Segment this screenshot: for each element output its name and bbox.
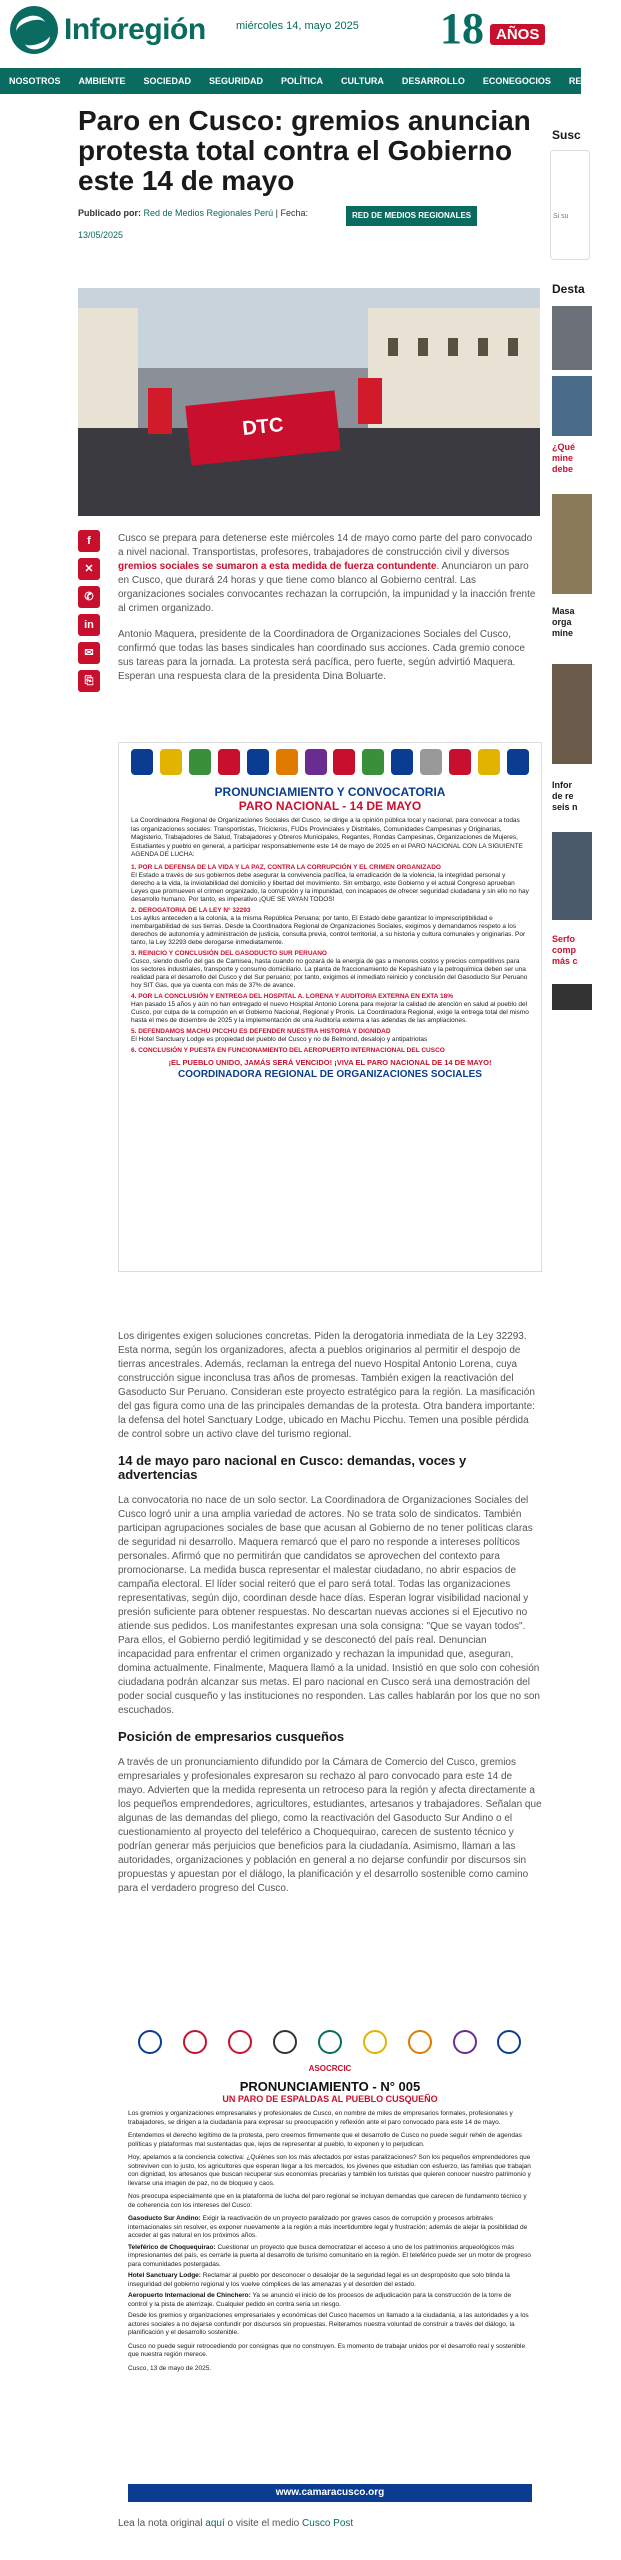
poster-logos <box>128 2030 532 2060</box>
poster-paragraph: Cusco no puede seguir retrocediendo por consignas que no construyen. Es momento de trabajar unidos por el desarrollo real y sostenible que nuestra región merece. <box>128 2342 526 2358</box>
photo-banner: DTC <box>185 390 340 465</box>
body-paragraph: Los dirigentes exigen soluciones concretas. Piden la derogatoria inmediata de la Ley 32293. Esta norma, según los organizadores, afecta a pueblos originarios al permitir el despojo de tierras ancestrales. Además, reclaman la entrega del nuevo Hospital Antonio Lorena, cuya construcción sigue inconclusa tras años de promesas. También exigen la reactivación del Gasoducto Sur Peruano. Consideran este proyecto estratégico para la región. La masificación del gas figura como una de las principales demandas de la protesta. Otra bandera importante: la defensa del hotel Sanctuary Lodge, ubicado en Machu Picchu. Temen una posible pérdida de control sobre un activo clave del turismo regional. <box>118 1331 535 1440</box>
poster-paragraph: Entendemos el derecho legítimo de la protesta, pero creemos firmemente que el desarrollo de Cusco no puede seguir rehén de agendas políticas y plataformas mal sustentadas que, lejos de representar al pueblo, lo exponen y lo perjudican. <box>128 2132 522 2148</box>
poster-point: 3. REINICIO Y CONCLUSIÓN DEL GASODUCTO SUR PERUANO Cusco, siendo dueño del gas de Camisea, hasta cuando no gozará de la energía de gas a menores costos y precios competitivos para los sectores industriales, transporte y consumo domiciliario. La planta de fraccionamiento de Kepashiato y la petroquímica deben ser una realidad para el desarrollo del Cusco y del Sur peruano; por tanto, exigimos el inmediato reinicio y conclusión del Gasoducto Sur Peruano hoy SIT Gas, que ya cuenta con más de 37% de avance. <box>131 949 528 989</box>
photo-window <box>508 338 518 356</box>
pronouncement-poster <box>118 2026 542 2506</box>
org-logo <box>507 749 529 775</box>
nav-item-reporta[interactable]: REPORTA <box>568 76 613 86</box>
featured-title: Desta <box>552 282 585 296</box>
featured-item-title[interactable]: ¿Qué <box>552 442 576 452</box>
featured-item-title[interactable]: Infor <box>552 780 572 790</box>
org-logo <box>362 749 384 775</box>
nav-item-cultura[interactable]: CULTURA <box>341 76 384 86</box>
poster-item: Hotel Sanctuary Lodge: Reclamar al pueblo por desconocer o desalojar de la seguridad legal es un despropósito que solo blinda la inseguridad del gobierno regional y los vuelve cómplices de las amenazas y el desorden del estado. <box>128 2272 510 2288</box>
featured-thumb[interactable] <box>552 664 592 764</box>
published-by-label: Publicado por: <box>78 208 141 218</box>
anniversary-number: 18 <box>440 4 484 53</box>
poster-signature: COORDINADORA REGIONAL DE ORGANIZACIONES SOCIALES <box>178 1068 482 1080</box>
featured-thumb[interactable] <box>552 832 592 920</box>
article-photo <box>78 288 540 516</box>
org-logo <box>318 2030 342 2054</box>
main-nav <box>0 68 613 94</box>
featured-item-title[interactable]: seis n <box>552 802 578 812</box>
featured-item-title[interactable]: mine <box>552 453 574 463</box>
article-title: Paro en Cusco: gremios anuncian protesta total contra el Gobierno este 14 de mayo <box>78 105 531 196</box>
article-date: 13/05/2025 <box>78 230 124 240</box>
org-logo <box>305 749 327 775</box>
lead-paragraph-2: Antonio Maquera, presidente de la Coordinadora de Organizaciones Sociales del Cusco, confirmó que todas las bases sindicales han coordinado sus acciones. Cada gremio conoce sus tareas para la jornada. La protesta será pacífica, pero fuerte, según advirtió Maquera. Esperan una respuesta clara de la presidenta Dina Boluarte. <box>118 629 525 682</box>
body-paragraph: La convocatoria no nace de un solo sector. La Coordinadora de Organizaciones Sociales del Cusco logró unir a una amplia variedad de actores. No se trata solo de sindicatos. También participan agrupaciones sociales de base que acusan al Gobierno de no tener políticas claras de seguridad ni desarrollo. Maquera remarcó que el paro no responde a intereses políticos personales. Afirmó que no permitirán que candidatos se aprovechen del contexto para promocionarse. La medida busca representar el malestar ciudadano, no abrir espacios de campaña electoral. El líder social reiteró que el paro será total. Todas las organizaciones representativas, según dijo, coordinan desde hace días. Esperan lograr visibilidad nacional y presión suficiente para obtener respuestas. No descartan nuevas acciones si el Ejecutivo no atiende sus pedidos. Los manifestantes expresan una sola consigna: "Que se vayan todos". Para ellos, el Gobierno perdió legitimidad y se desconectó del país real. Denuncian incapacidad para enfrentar el crimen organizado y rechazan la impunidad que, aseguran, domina actualmente. Finalmente, Maquera llamó a la unidad. Insistió en que solo con cohesión ciudadana podrán alcanzar sus metas. El paro nacional en Cusco será una demostración del poder social cusqueño y las instituciones no responden. Las calles hablarán por los que no son escuchados. <box>118 1495 540 1716</box>
poster-subtitle: PARO NACIONAL - 14 DE MAYO <box>238 799 422 813</box>
featured-item-title[interactable]: comp <box>552 945 577 955</box>
featured-thumb[interactable] <box>552 376 592 436</box>
org-logo <box>218 749 240 775</box>
poster-paragraph: Hoy, apelamos a la conciencia colectiva: ¿Quiénes son los más afectados por estas paralizaciones? Son los pequeños emprendedores que sobreviven con lo justo, los agricultores que esperan llegar a los mercados, los jóvenes que estudian con esfuerzo, las familias que trabajan con dignidad, los artesanos que buscan recuperar sus economías precarias y también los turistas que quieren conocer nuestro patrimonio y llevarse una imagen de paz, no de bloqueo y caos. <box>128 2154 531 2187</box>
poster-paragraph: Los gremios y organizaciones empresariales y profesionales de Cusco, en nombre de miles de empresarios formales, profesionales y trabajadores, se dirigen a la ciudadanía para expresar su preocupación y reflexión ante el paro convocado para este 14 de mayo. <box>128 2110 513 2126</box>
poster-logos <box>131 749 529 779</box>
linkedin-icon[interactable]: in <box>78 614 100 636</box>
photo-flag <box>358 378 382 424</box>
sidebar <box>550 94 585 2560</box>
twitter-icon[interactable]: ✕ <box>78 558 100 580</box>
poster-point: 6. CONCLUSIÓN Y PUESTA EN FUNCIONAMIENTO DEL AEROPUERTO INTERNACIONAL DEL CUSCO <box>131 1046 445 1054</box>
org-logo <box>276 749 298 775</box>
poster-url: www.camaracusco.org <box>128 2484 532 2502</box>
org-logo <box>189 749 211 775</box>
poster-title: PRONUNCIAMIENTO Y CONVOCATORIA <box>214 785 446 799</box>
org-logo <box>228 2030 252 2054</box>
featured-thumb[interactable] <box>552 494 592 594</box>
highlight-link[interactable]: gremios sociales se sumaron a esta medida de fuerza contundente <box>118 561 437 572</box>
date-label: | Fecha: <box>275 208 308 218</box>
whatsapp-icon[interactable]: ✆ <box>78 586 100 608</box>
article-meta <box>78 206 540 250</box>
link-icon[interactable]: ⎘ <box>78 670 100 692</box>
poster-paragraph: Desde los gremios y organizaciones empresariales y económicas del Cusco hacemos un llamado a la ciudadanía, a las autoridades y a los actores sociales a no dejarse confundir por discursos sin propuestas. Reiteramos nuestra voluntad de construir a través del diálogo, la planificación y el desarrollo sostenible. <box>128 2312 529 2336</box>
poster-date: Cusco, 13 de mayo de 2025. <box>128 2364 212 2372</box>
org-logo <box>183 2030 207 2054</box>
poster-item: Teleférico de Choquequirao: Cuestionar un proyecto que busca democratizar el acceso a uno de los patrimonios arqueológicos más impresionantes del país, es cerrarle la puerta al desarrollo de turismo comunitario en la región. El teleférico puede ser un motor de progreso para comunidades postergadas. <box>128 2243 531 2268</box>
logo-icon <box>10 6 58 54</box>
subscribe-text: Si su <box>553 213 569 220</box>
org-logo <box>247 749 269 775</box>
photo-window <box>478 338 488 356</box>
article-header <box>78 106 540 250</box>
poster-item: Gasoducto Sur Andino: Exigir la reactivación de un proyecto paralizado por graves casos de corrupción y procesos arbitrales internacionales sin resolver, es exponer nuevamente a la región a más incertidumbre legal y frustración; además de alejar la posibilidad de acceder al gas natural en los próximos años. <box>128 2215 528 2239</box>
org-logo <box>160 749 182 775</box>
featured-item-title[interactable]: Masa <box>552 606 575 616</box>
nav-item-desarrollo[interactable]: DESARROLLO <box>401 76 465 86</box>
featured-item-title[interactable]: más c <box>552 956 578 966</box>
org-logo <box>391 749 413 775</box>
poster-item: Aeropuerto Internacional de Chinchero: Ya se anunció el inicio de los procesos de adjudicación para la construcción de la torre de control y la pista de aterrizaje. Cualquier pedido en contra sería un riesgo. <box>128 2292 512 2308</box>
facebook-icon[interactable]: f <box>78 530 100 552</box>
poster-intro: La Coordinadora Regional de Organizaciones Sociales del Cusco, se dirige a la opinión pública local y nacional, para convocar a todas las organizaciones sociales: Transportistas, Tricicleros, FUDs Provinciales y Distritales, Comunidades Campesinas y Originarias, Magisterio, Trabajadores de Salud, Trabajadores y Obreros Municipales, Regantes, Rondas Campesinas, Organizaciones de Mujeres, Estudiantes y pueblo en general, a participar responsablemente este 14 de mayo de 2025 en el PARO NACIONAL CON LA SIGUIENTE AGENDA DE LUCHA: <box>131 817 524 858</box>
author-link[interactable]: Red de Medios Regionales Perú <box>143 208 274 218</box>
poster-point: 2. DEROGATORIA DE LA LEY N° 32293 Los ayllus anteceden a la colonia, a la misma República Peruana; por tanto, El Estado debe garantizar lo imprescriptibilidad e inembargabilidad de sus tierras. Desde la Coordinadora Regional de Organizaciones Sociales, exigimos y demandamos respeto a los derechos de autonomía y administración de justicia, consulta previa, control territorial, a su historia y cultura comunales y originarias. Por tanto, la Ley 32293 debe derogarse inmediatamente. <box>131 906 526 946</box>
category-tag[interactable]: RED DE MEDIOS REGIONALES <box>346 206 477 226</box>
nav-item-nosotros[interactable]: NOSOTROS <box>9 76 61 86</box>
nav-item-politica[interactable]: POLÍTICA <box>281 76 324 86</box>
header-date: miércoles 14, mayo 2025 <box>236 20 359 32</box>
section-heading: Posición de empresarios cusqueños <box>118 1729 345 1744</box>
org-logo <box>449 749 471 775</box>
site-header <box>0 0 581 68</box>
body-paragraph: A través de un pronunciamiento difundido por la Cámara de Comercio del Cusco, gremios empresariales y profesionales expresaron su rechazo al paro convocado para este 14 de mayo. Advierten que la medida representa un retroceso para la región y afecta directamente a los pequeños emprendedores, agricultores, estudiantes, artesanos y trabajadores. Señalan que algunas de las demandas del pliego, como la reactivación del Gasoducto Sur Andino o el cuestionamiento al proyecto del teleférico a Choquequirao, carecen de sustento técnico y podrían generar más perjuicios que beneficios para la ciudadanía. Asimismo, llaman a las autoridades, organizaciones y población en general a no dejarse confundir por discursos sin propuestas y apuestan por el diálogo, la planificación y el desarrollo sostenible como camino para el verdadero progreso del Cusco. <box>118 1757 542 1894</box>
share-bar <box>78 530 102 698</box>
poster-slogan: ¡EL PUEBLO UNIDO, JAMÁS SERÁ VENCIDO! ¡VIVA EL PARO NACIONAL DE 14 DE MAYO! <box>168 1057 492 1067</box>
article-body <box>118 1330 542 1908</box>
nav-item-ambiente[interactable]: AMBIENTE <box>78 76 126 86</box>
logo-caption: ASOCRCIC <box>308 2064 352 2073</box>
org-logo <box>131 749 153 775</box>
poster-point: 4. POR LA CONCLUSIÓN Y ENTREGA DEL HOSPITAL A. LORENA Y AUDITORIA EXTERNA EN EXTA 18% Han pasado 15 años y aún no han entregado el nuevo Hospital Antonio Lorena para mejorar la calidad de atención en salud al pueblo del Cusco, por culpa de la corrupción en el Gobierno Nacional, Regional y Pronis. La Coordinadora Regional, exige la entrega total del mismo hasta el mes de diciembre de 2025 y la implementación de una Auditoría externa a las adendas de las ampliaciones. <box>131 992 529 1024</box>
org-logo <box>497 2030 521 2054</box>
org-logo <box>478 749 500 775</box>
section-heading: 14 de mayo paro nacional en Cusco: demandas, voces y advertencias <box>118 1453 467 1482</box>
photo-window <box>388 338 398 356</box>
subscribe-box <box>550 150 590 260</box>
site-logo[interactable] <box>10 6 206 54</box>
subscribe-title: Susc <box>552 128 581 142</box>
featured-item-title[interactable]: mine <box>552 628 574 638</box>
featured-item-title[interactable]: de re <box>552 791 574 801</box>
original-note-link[interactable]: aquí <box>205 2518 225 2529</box>
nav-item-econegocios[interactable]: ECONEGOCIOS <box>482 76 551 86</box>
org-logo <box>408 2030 432 2054</box>
photo-flag <box>148 388 172 434</box>
lead-paragraph-1: Cusco se prepara para detenerse este miércoles 14 de mayo como parte del paro convocado a nivel nacional. Transportistas, profesores, trabajadores de construcción civil y diversos gremios sociales se sumaron a esta medida de fuerza contundente. Anunciaron un paro en Cusco, que durará 24 horas y que tiene como blanco al Gobierno central. Las organizaciones sociales convocantes rechazan la corrupción, la impunidad y la inacción frente al crimen organizado. <box>118 533 536 614</box>
read-more: Lea la nota original aquí o visite el medio Cusco Post <box>118 2518 354 2529</box>
featured-item-title[interactable]: debe <box>552 464 574 474</box>
org-logo <box>453 2030 477 2054</box>
org-logo <box>138 2030 162 2054</box>
nav-item-seguridad[interactable]: SEGURIDAD <box>209 76 264 86</box>
org-logo <box>333 749 355 775</box>
org-logo <box>363 2030 387 2054</box>
photo-window <box>418 338 428 356</box>
poster-point: 5. DEFENDAMOS MACHU PICCHU ES DEFENDER NUESTRA HISTORIA Y DIGNIDAD El Hotel Sanctuary Lodge es propiedad del pueblo del Cusco y no de Belmond, desalojo y antipatriotas <box>131 1027 428 1043</box>
source-media-link[interactable]: Cusco Post <box>302 2518 354 2529</box>
poster-paragraph: Nos preocupa especialmente que en la plataforma de lucha del paro regional se incluyan demandas que carecen de fundamento técnico y de coherencia con los intereses del Cusco: <box>128 2193 527 2209</box>
email-icon[interactable]: ✉ <box>78 642 100 664</box>
nav-item-sociedad[interactable]: SOCIEDAD <box>143 76 192 86</box>
org-logo <box>420 749 442 775</box>
poster-title: PRONUNCIAMIENTO - N° 005 <box>239 2079 421 2094</box>
featured-item-title[interactable]: orga <box>552 617 572 627</box>
article-lead <box>118 532 540 696</box>
poster-subtitle: UN PARO DE ESPALDAS AL PUEBLO CUSQUEÑO <box>222 2094 438 2104</box>
anniversary-badge <box>440 4 570 62</box>
featured-thumb[interactable] <box>552 306 592 370</box>
org-logo <box>273 2030 297 2054</box>
featured-item-title[interactable]: Serfo <box>552 934 576 944</box>
convocation-poster <box>118 742 542 1272</box>
photo-window <box>448 338 458 356</box>
logo-text: Inforegión <box>64 13 206 46</box>
anniversary-label: AÑOS <box>490 24 545 45</box>
poster-point: 1. POR LA DEFENSA DE LA VIDA Y LA PAZ, CONTRA LA CORRUPCIÓN Y EL CRIMEN ORGANIZADO El Estado a través de sus gobiernos debe asegurar la convivencia pacífica, la erradicación de la violencia, la integridad personal y derecho a la vida, la inviolabilidad del domicilio y libertad del movimiento. Sin embargo, este Gobierno y el actual Congreso aprueban Leyes que promueven el crimen organizado, la corrupción y la impunidad, con incapaces de ofrecer seguridad ciudadana y sin ello no hay desarrollo humano. Por tanto, es imperativo ¡QUE SE VAYAN TODOS! <box>131 863 529 903</box>
featured-thumb[interactable] <box>552 984 592 1010</box>
